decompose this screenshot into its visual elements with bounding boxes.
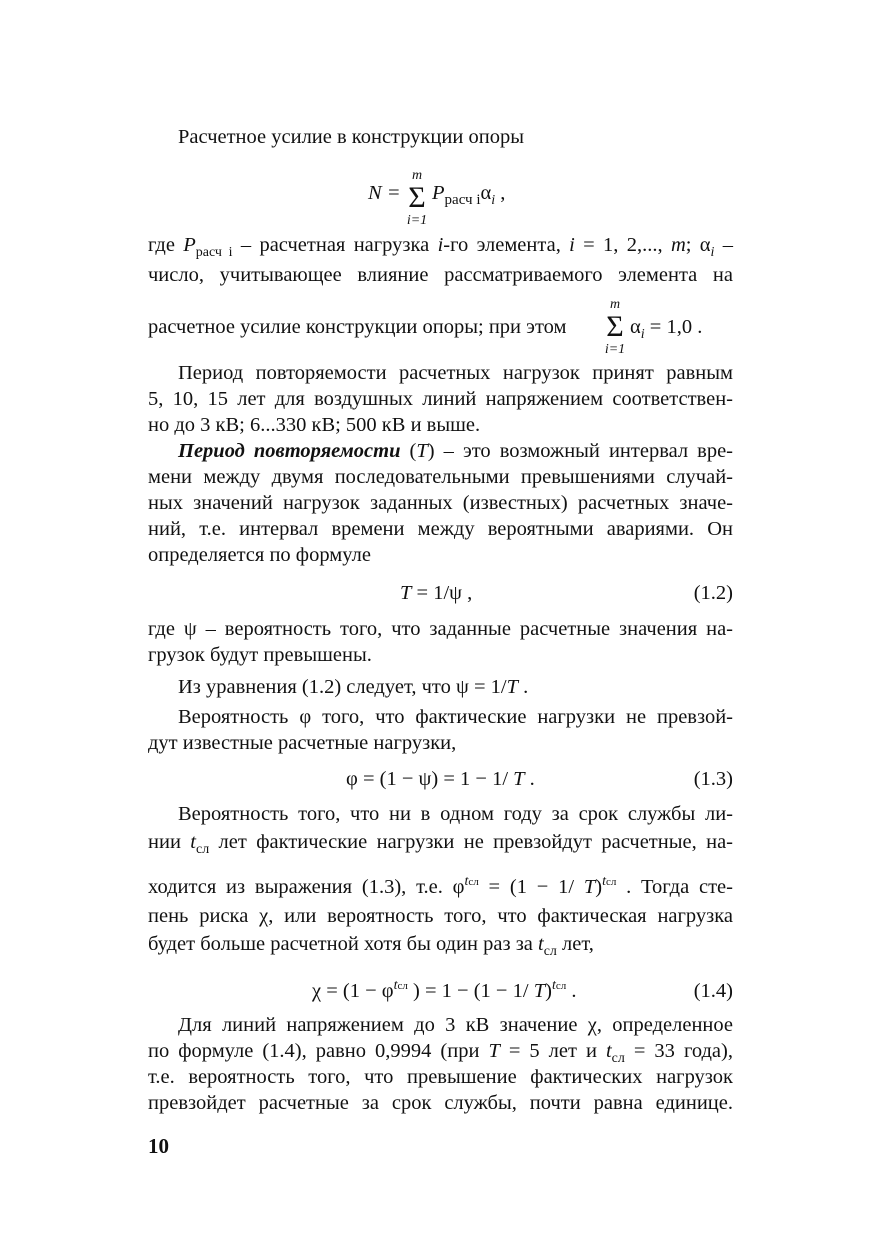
- paragraph-line: т.е. вероятность того, что превышение фактических нагрузок: [148, 1066, 733, 1088]
- paragraph-line: Из уравнения (1.2) следует, что ψ = 1/T .: [178, 676, 529, 698]
- paragraph-line: будет больше расчетной хотя бы один раз за $t_{сл}$ лет,: [148, 933, 594, 960]
- sum-lower-limit: i=1: [406, 213, 428, 228]
- paragraph-line: определяется по формуле: [148, 544, 371, 566]
- formula-rhs: $P_{расч i}\alpha_i$ ,: [432, 182, 506, 209]
- formula-1-4: $\chi = (1 - \varphi^{tсл}$ ) = 1 − (1 − 1/ T)$^{tсл}$ .: [312, 978, 577, 1002]
- paragraph-line: где $P_{расч i}$ – расчетная нагрузка i-го элемента, i = 1, 2,..., m; $\alpha_i$ –: [148, 234, 734, 261]
- paragraph-line: но до 3 кВ; 6...330 кВ; 500 кВ и выше.: [148, 414, 481, 436]
- text: Расчетное усилие в конструкции опоры: [178, 126, 524, 148]
- paragraph-line: по формуле (1.4), равно 0,9994 (при T = 5 лет и $t_{сл} = 33$ года),: [148, 1040, 733, 1067]
- paragraph-line: Для линий напряжением до 3 кВ значение χ, определенное: [178, 1014, 733, 1036]
- equation-number: (1.2): [693, 582, 733, 604]
- paragraph-line: Период повторяемости (T) – это возможный интервал вре-: [178, 440, 734, 462]
- paragraph-line: пень риска χ, или вероятность того, что фактическая нагрузка: [148, 905, 733, 927]
- equation-number: (1.4): [693, 980, 733, 1002]
- summation: [404, 168, 430, 228]
- sum-upper-limit: m: [411, 168, 423, 183]
- paragraph-line: Период повторяемости расчетных нагрузок принят равным: [178, 362, 733, 384]
- paragraph-line: грузок будут превышены.: [148, 644, 372, 666]
- sigma-sign: Σ: [408, 181, 426, 214]
- paragraph-line: расчетное усилие конструкции опоры; при этом: [148, 316, 567, 338]
- paragraph-line: где ψ – вероятность того, что заданные расчетные значения на-: [148, 618, 733, 640]
- paragraph-line: мени между двумя последовательными превышениями случай-: [148, 466, 733, 488]
- equation-number: (1.3): [693, 768, 733, 790]
- summation: [602, 297, 628, 357]
- sum-lower-limit: i=1: [604, 342, 626, 357]
- paragraph-line: число, учитывающее влияние рассматриваемого элемента на: [148, 264, 733, 286]
- paragraph-line: нии $t_{сл}$ лет фактические нагрузки не превзойдут расчетные, на-: [148, 831, 733, 858]
- paragraph-line: Вероятность φ того, что фактические нагрузки не превзой-: [178, 706, 733, 728]
- formula-1-3: φ = (1 − ψ) = 1 − 1/ T .: [346, 768, 535, 790]
- paragraph-line: ных значений нагрузок заданных (известных) расчетных значе-: [148, 492, 733, 514]
- sigma-sign: Σ: [606, 310, 624, 343]
- defined-term: Период повторяемости: [178, 440, 401, 462]
- paragraph-line: Вероятность того, что ни в одном году за срок службы ли-: [178, 803, 733, 825]
- paragraph-line: дут известные расчетные нагрузки,: [148, 732, 457, 754]
- formula-lhs: N =: [368, 182, 401, 204]
- paragraph-line: 5, 10, 15 лет для воздушных линий напряжением соответствен-: [148, 388, 733, 410]
- paragraph-line: [178, 124, 733, 150]
- paragraph-line: ходится из выражения (1.3), т.е. $\varphi^{tсл} = (1 - 1/$ T)$^{tсл}$ . Тогда сте-: [148, 874, 733, 898]
- paragraph-line: превзойдет расчетные за срок службы, почти равна единице.: [148, 1092, 733, 1114]
- page-number: 10: [148, 1134, 169, 1158]
- paragraph-line: ний, т.е. интервал времени между вероятными авариями. Он: [148, 518, 733, 540]
- sum-upper-limit: m: [609, 297, 621, 312]
- formula-1-2: T = 1/ψ ,: [400, 582, 473, 604]
- inline-formula: $\alpha_i = 1,0$ .: [630, 316, 703, 343]
